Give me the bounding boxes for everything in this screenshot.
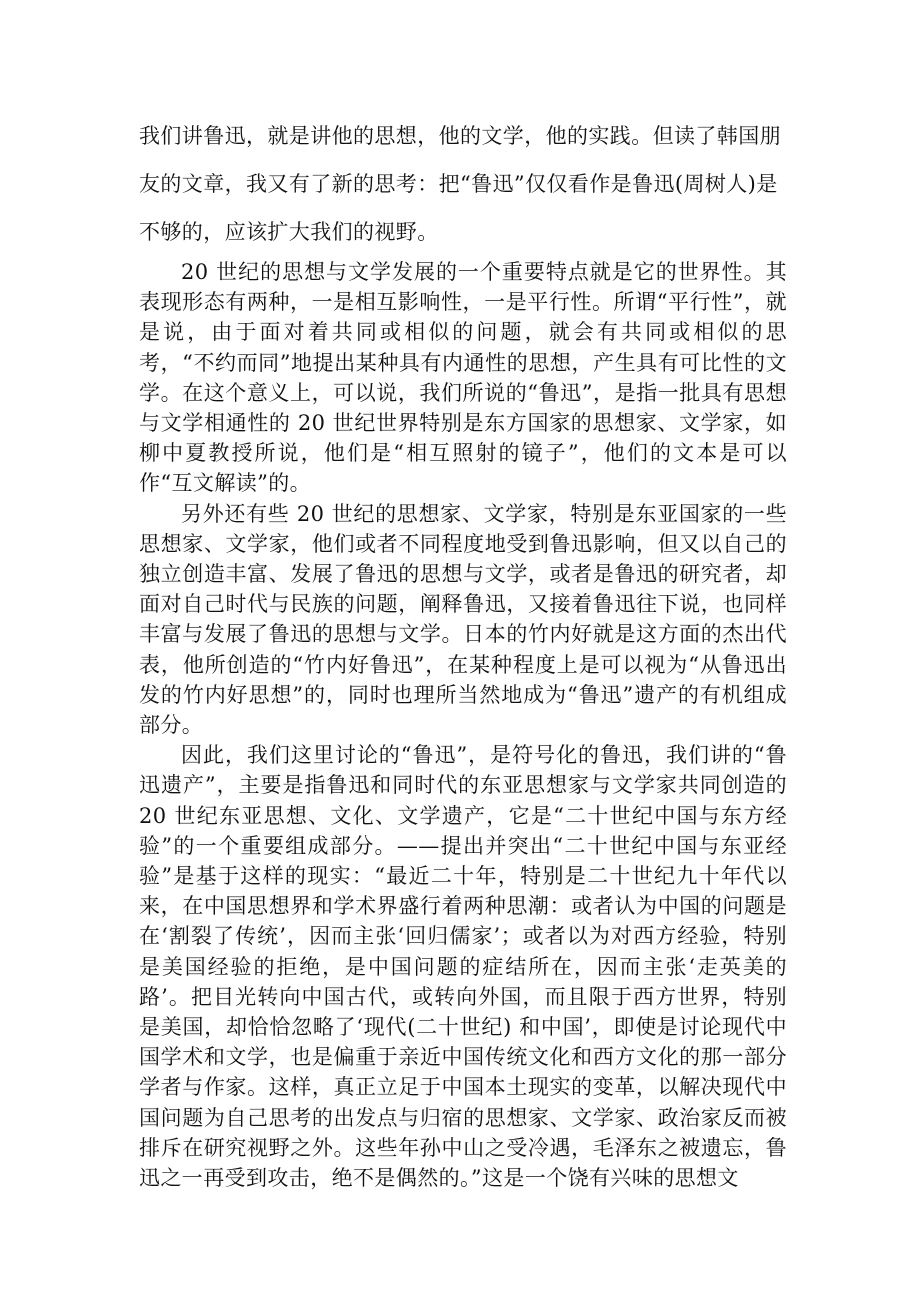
body-section bbox=[139, 257, 787, 1193]
paragraph-3: 因此，我们这里讨论的“鲁迅”，是符号化的鲁迅，我们讲的“鲁迅遗产”，主要是指鲁迅和同时代的东亚思想家与文学家共同创造的 20 世纪东亚思想、文化、文学遗产，它是“二十世纪中国与东方经验”的一个重要组成部分。——提出并突出“二十世纪中国与东亚经验”是基于这样的现实：“最近二十年，特别是二十世纪九十年代以来，在中国思想界和学术界盛行着两种思潮：或者认为中国的问题是在‘割裂了传统’，因而主张‘回归儒家’；或者以为对西方经验，特别是美国经验的拒绝，是中国问题的症结所在，因而主张‘走英美的路’。把目光转向中国古代，或转向外国，而且限于西方世界，特别是美国，却恰恰忽略了‘现代(二十世纪) 和中国’，即使是讨论现代中国学术和文学，也是偏重于亲近中国传统文化和西方文化的那一部分学者与作家。这样，真正立足于中国本土现实的变革，以解决现代中国问题为自己思考的出发点与归宿的思想家、文学家、政治家反而被排斥在研究视野之外。这些年孙中山之受冷遇，毛泽东之被遗忘，鲁迅之一再受到攻击，绝不是偶然的。”这是一个饶有兴味的思想文 bbox=[139, 743, 787, 1191]
intro-paragraph: 我们讲鲁迅，就是讲他的思想，他的文学，他的实践。但读了韩国朋友的文章，我又有了新的思考：把“鲁迅”仅仅看作是鲁迅(周树人)是不够的，应该扩大我们的视野。 bbox=[139, 124, 781, 244]
paragraph-2: 另外还有些 20 世纪的思想家、文学家，特别是东亚国家的一些思想家、文学家，他们或者不同程度地受到鲁迅影响，但又以自己的独立创造丰富、发展了鲁迅的思想与文学，或者是鲁迅的研究者，却面对自己时代与民族的问题，阐释鲁迅，又接着鲁迅往下说，也同样丰富与发展了鲁迅的思想与文学。日本的竹内好就是这方面的杰出代表，他所创造的“竹内好鲁迅”，在某种程度上是可以视为“从鲁迅出发的竹内好思想”的，同时也理所当然地成为“鲁迅”遗产的有机组成部分。 bbox=[139, 501, 787, 738]
intro-section bbox=[139, 112, 789, 256]
paragraph-1: 20 世纪的思想与文学发展的一个重要特点就是它的世界性。其表现形态有两种，一是相互影响性，一是平行性。所谓“平行性”，就是说，由于面对着共同或相似的问题，就会有共同或相似的思考，“不约而同”地提出某种具有内通性的思想，产生具有可比性的文学。在这个意义上，可以说，我们所说的“鲁迅”，是指一批具有思想与文学相通性的 20 世纪世界特别是东方国家的思想家、文学家，如柳中夏教授所说，他们是“相互照射的镜子”，他们的文本是可以作“互文解读”的。 bbox=[139, 260, 787, 496]
